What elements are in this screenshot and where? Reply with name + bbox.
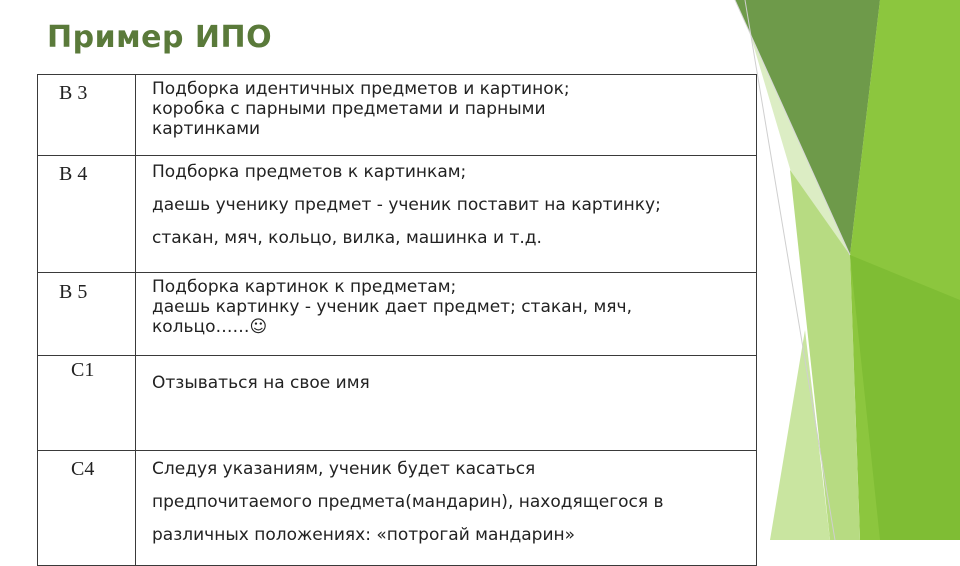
description-line: предпочитаемого предмета(мандарин), находящегося в (152, 492, 664, 512)
description-line: даешь ученику предмет - ученик поставит на картинку; (152, 195, 661, 215)
skill-code: В 3 (59, 82, 88, 104)
skill-code-cell (38, 75, 136, 156)
skill-code-cell (38, 451, 136, 566)
table-row (38, 273, 757, 356)
description-line: даешь картинку - ученик дает предмет; стакан, мяч, (152, 297, 632, 317)
table-row (38, 356, 757, 451)
skill-code-cell (38, 156, 136, 273)
description-line: Отзываться на свое имя (152, 373, 370, 393)
description-line: кольцо……☺ (152, 317, 268, 337)
description-line: стакан, мяч, кольцо, вилка, машинка и т.д. (152, 228, 542, 248)
description-line: Следуя указаниям, ученик будет касаться (152, 459, 536, 479)
skill-code-cell (38, 273, 136, 356)
skill-code-cell (38, 356, 136, 451)
description-line: коробка с парными предметами и парными (152, 99, 546, 119)
skill-description-cell (136, 451, 757, 566)
description-line: Подборка картинок к предметам; (152, 277, 457, 297)
description-line: Подборка идентичных предметов и картинок; (152, 79, 570, 99)
skill-code: В 5 (59, 281, 88, 303)
description-line: картинками (152, 119, 261, 139)
skill-code: С1 (71, 359, 95, 381)
table-row (38, 156, 757, 273)
description-line: различных положениях: «потрогай мандарин» (152, 525, 576, 545)
skill-description-cell (136, 273, 757, 356)
skill-code: С4 (71, 458, 95, 480)
skill-code: В 4 (59, 163, 88, 185)
skill-description-cell (136, 75, 757, 156)
table-row (38, 451, 757, 566)
description-line: Подборка предметов к картинкам; (152, 162, 467, 182)
skill-description-cell (136, 356, 757, 451)
skill-description-cell (136, 156, 757, 273)
ipo-table (37, 74, 757, 566)
table-row (38, 75, 757, 156)
slide-title: Пример ИПО (47, 20, 273, 55)
